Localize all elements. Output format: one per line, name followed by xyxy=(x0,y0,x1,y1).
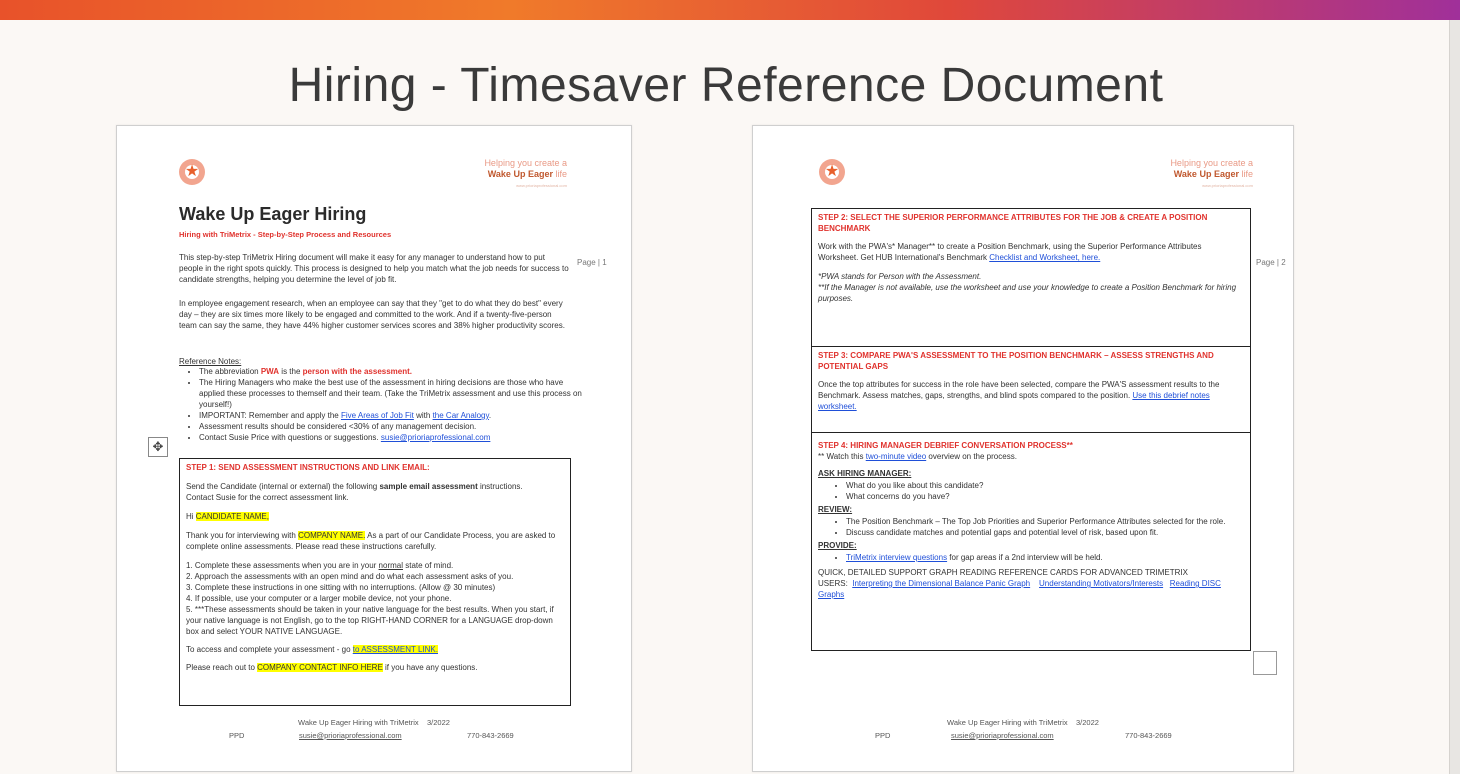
step2-heading: STEP 2: SELECT THE SUPERIOR PERFORMANCE ATTRIBUTES FOR THE JOB & CREATE A POSITION BENCHMARK xyxy=(818,213,1208,233)
provide-heading: PROVIDE: xyxy=(818,541,857,550)
footer-phone: 770-843-2669 xyxy=(1125,731,1172,740)
reach-line: Please reach out to COMPANY CONTACT INFO HERE if you have any questions. xyxy=(186,663,478,672)
thanks-paragraph: Thank you for interviewing with COMPANY NAME. As a part of our Candidate Process, you are asked to complete online assessments. Please read these instructions carefully. xyxy=(186,531,556,551)
footer-left: PPD xyxy=(875,731,891,740)
top-accent-bar xyxy=(0,0,1460,20)
review-list xyxy=(818,516,1244,538)
footer-left: PPD xyxy=(229,731,245,740)
step1-heading: STEP 1: SEND ASSESSMENT INSTRUCTIONS AND LINK EMAIL: xyxy=(186,463,430,472)
video-link[interactable]: two-minute video xyxy=(865,452,927,461)
logo-star-icon: ★ xyxy=(819,159,845,185)
debrief-worksheet-link[interactable]: Use this debrief notes worksheet. xyxy=(818,391,1210,411)
footer-email-link[interactable]: susie@prioriaprofessional.com xyxy=(951,731,1054,740)
contact-email-link[interactable]: susie@prioriaprofessional.com xyxy=(380,433,491,442)
reference-notes-heading: Reference Notes: xyxy=(179,357,242,366)
brand-tagline: Helping you create a Wake Up Eager life www.prioriaprofessional.com xyxy=(1170,158,1253,188)
ref-card-link[interactable]: Reading DISC Graphs xyxy=(818,579,1221,599)
list-item: • What do you like about this candidate? xyxy=(846,480,1244,491)
ask-heading: ASK HIRING MANAGER: xyxy=(818,469,912,478)
document-page-1[interactable] xyxy=(116,125,632,772)
benchmark-checklist-link[interactable]: Checklist and Worksheet, here. xyxy=(989,253,1101,262)
step1-box xyxy=(179,458,571,706)
watch-line: ** Watch this two-minute video overview on the process. xyxy=(818,452,1017,461)
interview-questions-link[interactable]: TriMetrix interview questions xyxy=(846,553,948,562)
ask-list xyxy=(818,480,1244,502)
vertical-scrollbar[interactable] xyxy=(1449,20,1460,774)
step3-box xyxy=(811,346,1251,433)
move-icon[interactable]: ✥ xyxy=(148,437,168,457)
list-item: • The Position Benchmark – The Top Job Priorities and Superior Performance Attributes selected for the role. xyxy=(846,516,1244,527)
footer-line1: Wake Up Eager Hiring with TriMetrix 3/2022 xyxy=(298,718,450,727)
list-item: • What concerns do you have? xyxy=(846,491,1244,502)
page-number: Page | 2 xyxy=(1256,258,1286,267)
intro-paragraph: This step-by-step TriMetrix Hiring document will make it easy for any manager to understand how to put people in the right spots quickly. This process is designed to help you match what the job needs for success to candidate strengths, helping you determine the level of job fit. xyxy=(179,253,569,284)
five-areas-link[interactable]: Five Areas of Job Fit xyxy=(340,411,414,420)
car-analogy-link[interactable]: the Car Analogy xyxy=(432,411,489,420)
page-number: Page | 1 xyxy=(577,258,607,267)
greeting: Hi CANDIDATE NAME, xyxy=(186,512,269,521)
review-heading: REVIEW: xyxy=(818,505,853,514)
step4-box xyxy=(811,433,1251,651)
logo-star-icon: ★ xyxy=(179,159,205,185)
access-line: To access and complete your assessment - go to ASSESSMENT LINK. xyxy=(186,645,438,654)
footer-email-link[interactable]: susie@prioriaprofessional.com xyxy=(299,731,402,740)
step2-note: *PWA stands for Person with the Assessment. **If the Manager is not available, use the worksheet and use your knowledge to create a Position Benchmark for hiring purposes. xyxy=(818,272,1237,303)
step3-body: Once the top attributes for success in the role have been selected, compare the PWA'S assessment results to the Benchmark. Assess matches, gaps, strengths, and blind spots compared to the position. Use this debrief notes worksheet. xyxy=(818,380,1220,411)
step4-heading: STEP 4: HIRING MANAGER DEBRIEF CONVERSATION PROCESS** xyxy=(818,441,1073,450)
slide-title[interactable]: Hiring - Timesaver Reference Document xyxy=(288,59,1164,112)
research-paragraph: In employee engagement research, when an employee can say that they "get to do what they do best" every day – they are six times more likely to be engaged and committed to the work. And if a twenty-five-person team can say the same, they have 44% higher customer services scores and 38% higher productivity scores. xyxy=(179,299,565,330)
list-item: • TriMetrix interview questions for gap areas if a 2nd interview will be held. xyxy=(846,552,1244,563)
instructions: 1. Complete these assessments when you are in your normal state of mind. 2. Approach the assessments with an open mind and do what each assessment asks of you. 3. Complete these instructions in one sitting with no interruptions. (Allow @ 30 minutes) 4. If possible, use your computer or a larger mobile device, not your phone. 5. ***These assessments should be taken in your native language for the best results. When you start, if your native language is not English, go to the top RIGHT-HAND CORNER for a LANGUAGE drop-down box and select YOUR NATIVE LANGUAGE. xyxy=(186,561,554,636)
ref-card-link[interactable]: Understanding Motivators/Interests xyxy=(1039,579,1164,588)
checkbox[interactable] xyxy=(1253,651,1277,675)
assessment-link[interactable]: to ASSESSMENT LINK. xyxy=(352,645,438,654)
ref-card-link[interactable]: Interpreting the Dimensional Balance Panic Graph xyxy=(852,579,1031,588)
doc-subheading: Hiring with TriMetrix - Step-by-Step Process and Resources xyxy=(179,230,392,239)
quick-cards: QUICK, DETAILED SUPPORT GRAPH READING REFERENCE CARDS FOR ADVANCED TRIMETRIX USERS: Interpreting the Dimensional Balance Panic Graph Understanding Motivators/Interests Reading DISC Graphs xyxy=(818,568,1221,599)
step2-body: Work with the PWA's* Manager** to create a Position Benchmark, using the Superior Performance Attributes Worksheet. Get HUB International's Benchmark Checklist and Worksheet, here. xyxy=(818,242,1202,262)
footer-phone: 770-843-2669 xyxy=(467,731,514,740)
doc-heading: Wake Up Eager Hiring xyxy=(179,204,367,224)
reference-notes-list xyxy=(179,366,591,443)
list-item: • Assessment results should be considered <30% of any management decision. xyxy=(199,421,591,432)
document-page-2[interactable] xyxy=(752,125,1294,772)
brand-tagline: Helping you create a Wake Up Eager life www.prioriaprofessional.com xyxy=(484,158,567,188)
step1-paragraph: Send the Candidate (internal or external) the following sample email assessment instructions. Contact Susie for the correct assessment link. xyxy=(186,482,523,502)
list-item: • The abbreviation PWA is the person with the assessment. xyxy=(199,366,591,377)
footer-line1: Wake Up Eager Hiring with TriMetrix 3/2022 xyxy=(947,718,1099,727)
list-item: • IMPORTANT: Remember and apply the Five Areas of Job Fit with the Car Analogy. xyxy=(199,410,591,421)
list-item: • Discuss candidate matches and potential gaps and potential level of risk, based upon fit. xyxy=(846,527,1244,538)
step3-heading: STEP 3: COMPARE PWA'S ASSESSMENT TO THE POSITION BENCHMARK – ASSESS STRENGTHS AND POTENTIAL GAPS xyxy=(818,351,1214,371)
list-item: • The Hiring Managers who make the best use of the assessment in hiring decisions are those who have applied these processes to themself and their team. (Take the TriMetrix assessment and use this process on yourself!) xyxy=(199,377,591,410)
step2-box xyxy=(811,208,1251,346)
list-item: • Contact Susie Price with questions or suggestions. susie@prioriaprofessional.com xyxy=(199,432,591,443)
provide-list xyxy=(818,552,1244,563)
